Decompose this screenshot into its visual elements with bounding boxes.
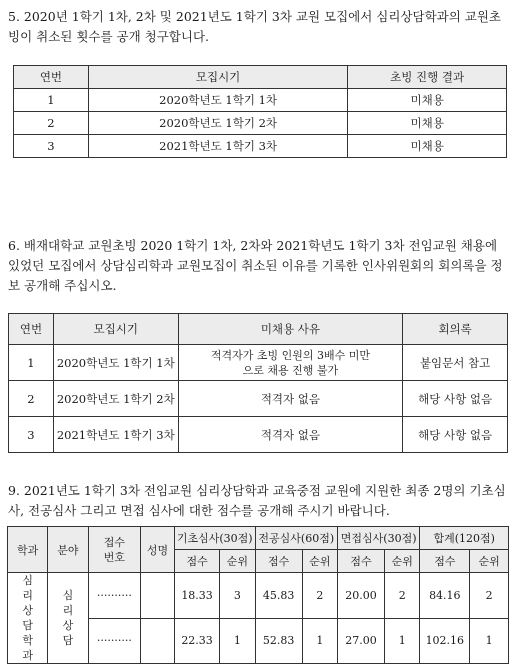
- cell-period: 2020학년도 1학기 2차: [53, 381, 178, 417]
- cell-major-score: 45.83: [255, 573, 302, 619]
- cell-major-score: 52.83: [255, 618, 302, 664]
- col-header-major: 전공심사(60점): [255, 527, 337, 550]
- cell-field: 심리 상담: [48, 573, 88, 664]
- table-row: [14, 135, 507, 158]
- q6-text: 6. 배재대학교 교원초빙 2020 1학기 1차, 2차와 2021학년도 1학기 3차 전임교원 채용에 있었던 모집에서 상담심리학과 교원모집이 취소된 이유를 기록한 인사위원회의 회의록을 정보 공개해 주십시오.: [8, 238, 503, 293]
- score-table: [7, 526, 509, 664]
- cancellation-reason-table: [8, 313, 508, 453]
- table-header-row: [9, 314, 508, 345]
- col-header-reg-no: 접수 번호: [88, 527, 141, 573]
- cell-total-rank: 2: [470, 573, 509, 619]
- cell-result: 미채용: [348, 89, 507, 112]
- col-header-field: 분야: [48, 527, 88, 573]
- cell-period: 2020학년도 1학기 2차: [88, 112, 347, 135]
- col-header-reason: 미채용 사유: [178, 314, 403, 345]
- cell-reg-no: ··········: [88, 618, 141, 664]
- col-header-no: 연번: [14, 66, 89, 89]
- col-header-dept: 학과: [8, 527, 48, 573]
- col-header-rank: 순위: [470, 550, 509, 573]
- cell-period: 2021학년도 1학기 3차: [88, 135, 347, 158]
- table-header-row: [8, 527, 509, 550]
- col-header-total: 합계(120점): [420, 527, 509, 550]
- cell-total-rank: 1: [470, 618, 509, 664]
- col-header-rank: 순위: [220, 550, 255, 573]
- table-row: [9, 381, 508, 417]
- col-header-score: 점수: [174, 550, 219, 573]
- table-row: [9, 417, 508, 453]
- cell-result: 미채용: [348, 135, 507, 158]
- cell-basic-score: 22.33: [174, 618, 219, 664]
- cell-reason: 적격자가 초빙 인원의 3배수 미만으로 채용 진행 불가: [178, 345, 403, 381]
- cell-no: 1: [14, 89, 89, 112]
- col-header-period: 모집시기: [88, 66, 347, 89]
- cell-interview-score: 27.00: [337, 618, 384, 664]
- col-header-rank: 순위: [385, 550, 420, 573]
- table-row: [14, 89, 507, 112]
- cell-minutes: 붙임문서 참고: [403, 345, 508, 381]
- cell-no: 3: [14, 135, 89, 158]
- cell-no: 3: [9, 417, 54, 453]
- cell-dept: 심리 상담 학과: [8, 573, 48, 664]
- col-header-score: 점수: [420, 550, 470, 573]
- cell-interview-rank: 2: [385, 573, 420, 619]
- col-header-rank: 순위: [302, 550, 337, 573]
- cell-reason: 적격자 없음: [178, 417, 403, 453]
- cell-interview-rank: 1: [385, 618, 420, 664]
- col-header-basic: 기초심사(30점): [174, 527, 255, 550]
- cell-basic-rank: 3: [220, 573, 255, 619]
- cell-period: 2020학년도 1학기 1차: [53, 345, 178, 381]
- col-header-period: 모집시기: [53, 314, 178, 345]
- cell-total-score: 102.16: [420, 618, 470, 664]
- col-header-score: 점수: [255, 550, 302, 573]
- col-header-result: 초빙 진행 결과: [348, 66, 507, 89]
- cell-no: 2: [9, 381, 54, 417]
- cell-total-score: 84.16: [420, 573, 470, 619]
- col-header-interview: 면접심사(30점): [337, 527, 419, 550]
- cell-no: 1: [9, 345, 54, 381]
- cell-interview-score: 20.00: [337, 573, 384, 619]
- cell-reg-no: ··········: [88, 573, 141, 619]
- col-header-minutes: 회의록: [403, 314, 508, 345]
- cell-period: 2020학년도 1학기 1차: [88, 89, 347, 112]
- cell-major-rank: 1: [302, 618, 337, 664]
- cell-basic-score: 18.33: [174, 573, 219, 619]
- col-header-no: 연번: [9, 314, 54, 345]
- recruitment-result-table: [13, 65, 507, 158]
- cell-period: 2021학년도 1학기 3차: [53, 417, 178, 453]
- cell-minutes: 해당 사항 없음: [403, 381, 508, 417]
- table-row: [8, 573, 509, 619]
- col-header-score: 점수: [337, 550, 384, 573]
- col-header-name: 성명: [141, 527, 175, 573]
- cell-no: 2: [14, 112, 89, 135]
- cell-major-rank: 2: [302, 573, 337, 619]
- table-row: [14, 112, 507, 135]
- cell-basic-rank: 1: [220, 618, 255, 664]
- q5-text: 5. 2020년 1학기 1차, 2차 및 2021년도 1학기 3차 교원 모집에서 심리상담학과의 교원초빙이 취소된 횟수를 공개 청구합니다.: [8, 9, 501, 44]
- cell-reason: 적격자 없음: [178, 381, 403, 417]
- table-header-row: [14, 66, 507, 89]
- cell-minutes: 해당 사항 없음: [403, 417, 508, 453]
- table-row: [9, 345, 508, 381]
- cell-name: [141, 618, 175, 664]
- cell-result: 미채용: [348, 112, 507, 135]
- cell-name: [141, 573, 175, 619]
- q9-text: 9. 2021년도 1학기 3차 전임교원 심리상담학과 교육중점 교원에 지원한 최종 2명의 기초심사, 전공심사 그리고 면접 심사에 대한 점수를 공개해 주시기 바랍니다.: [8, 483, 506, 518]
